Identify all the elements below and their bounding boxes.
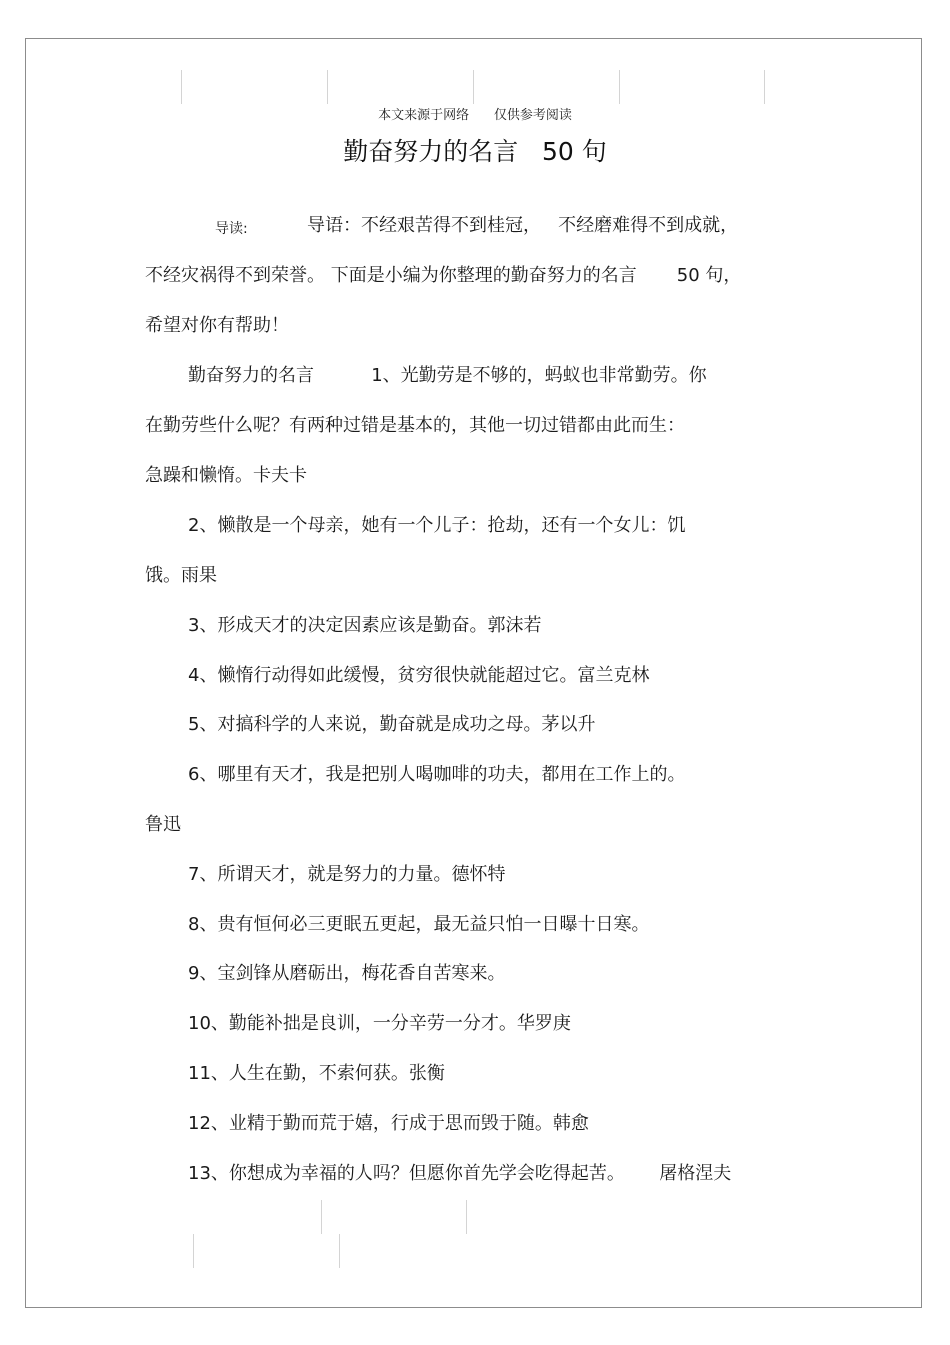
quote-2-line-1: 2、懒散是一个母亲，她有一个儿子：抢劫，还有一个女儿：饥 (188, 515, 686, 536)
quote-1-line-3: 急躁和懒惰。卡夫卡 (145, 465, 307, 486)
top-tick-2 (327, 70, 328, 104)
top-tick-4 (619, 70, 620, 104)
bottom-tick-4 (339, 1234, 340, 1268)
bottom-tick-3 (193, 1234, 194, 1268)
top-tick-1 (181, 70, 182, 104)
quote-8: 8、贵有恒何必三更眠五更起，最无益只怕一日曝十日寒。 (188, 914, 650, 935)
document-title: 勤奋努力的名言 50 句 (343, 137, 607, 166)
quote-12: 12、业精于勤而荒于嬉，行成于思而毁于随。韩愈 (188, 1113, 589, 1134)
source-note: 本文来源于网络 仅供参考阅读 (378, 108, 572, 123)
quote-4: 4、懒惰行动得如此缓慢，贫穷很快就能超过它。富兰克林 (188, 665, 650, 686)
intro-line-2: 不经灾祸得不到荣誉。 下面是小编为你整理的勤奋努力的名言 50 句， (145, 265, 742, 286)
quote-11: 11、人生在勤，不索何获。张衡 (188, 1063, 445, 1084)
quote-13: 13、你想成为幸福的人吗？但愿你首先学会吃得起苦。 屠格涅夫 (188, 1163, 732, 1184)
quote-10: 10、勤能补拙是良训，一分辛劳一分才。华罗庚 (188, 1013, 571, 1034)
intro-line-1: 导语：不经艰苦得不到桂冠， 不经磨难得不到成就， (307, 215, 739, 236)
quote-9: 9、宝剑锋从磨砺出，梅花香自苦寒来。 (188, 963, 506, 984)
quote-5: 5、对搞科学的人来说，勤奋就是成功之母。茅以升 (188, 714, 596, 735)
quote-6-line-2: 鲁迅 (145, 814, 181, 835)
intro-label: 导读: (215, 221, 248, 237)
quote-3: 3、形成天才的决定因素应该是勤奋。郭沫若 (188, 615, 542, 636)
bottom-tick-1 (321, 1200, 322, 1234)
bottom-tick-2 (466, 1200, 467, 1234)
quote-1-line-1: 勤奋努力的名言 1、光勤劳是不够的，蚂蚁也非常勤劳。你 (188, 365, 707, 386)
top-tick-5 (764, 70, 765, 104)
quote-1-line-2: 在勤劳些什么呢？有两种过错是基本的，其他一切过错都由此而生： (145, 415, 685, 436)
quote-6-line-1: 6、哪里有天才，我是把别人喝咖啡的功夫，都用在工作上的。 (188, 764, 686, 785)
top-tick-3 (473, 70, 474, 104)
intro-line-3: 希望对你有帮助！ (145, 315, 289, 336)
quote-2-line-2: 饿。雨果 (145, 565, 217, 586)
quote-7: 7、所谓天才，就是努力的力量。德怀特 (188, 864, 506, 885)
